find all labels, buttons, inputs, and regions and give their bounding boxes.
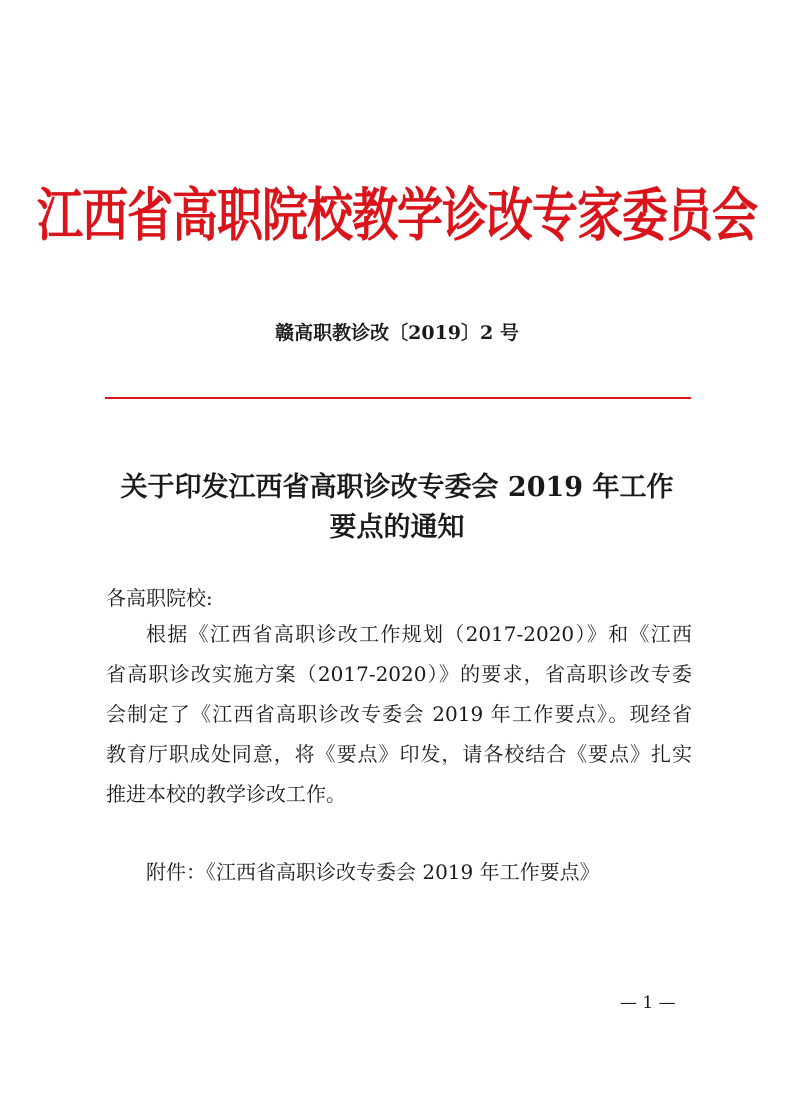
red-divider-line — [105, 397, 691, 399]
body-line: 教育厅职成处同意，将《要点》印发，请各校结合《要点》扎实 — [106, 742, 692, 766]
body-paragraph — [106, 614, 692, 814]
body-line: 省高职诊改实施方案（2017-2020）》的要求，省高职诊改专委 — [106, 662, 692, 686]
attachment-note: 附件：《江西省高职诊改专委会 2019 年工作要点》 — [146, 860, 600, 884]
notice-title-line-2: 要点的通知 — [329, 512, 465, 543]
body-line: 推进本校的教学诊改工作。 — [106, 782, 346, 806]
salutation: 各高职院校: — [106, 586, 213, 610]
issuer-header-title: 江西省高职院校教学诊改专家委员会 — [37, 181, 757, 249]
page-number: — 1 — — [620, 993, 676, 1013]
notice-title-line-1: 关于印发江西省高职诊改专委会 2019 年工作 — [120, 472, 674, 503]
body-line: 根据《江西省高职诊改工作规划（2017-2020）》和《江西 — [146, 622, 692, 646]
body-line: 会制定了《江西省高职诊改专委会 2019 年工作要点》。现经省 — [106, 702, 692, 726]
document-number: 赣高职教诊改〔2019〕2 号 — [275, 322, 519, 344]
notice-title — [80, 468, 714, 548]
